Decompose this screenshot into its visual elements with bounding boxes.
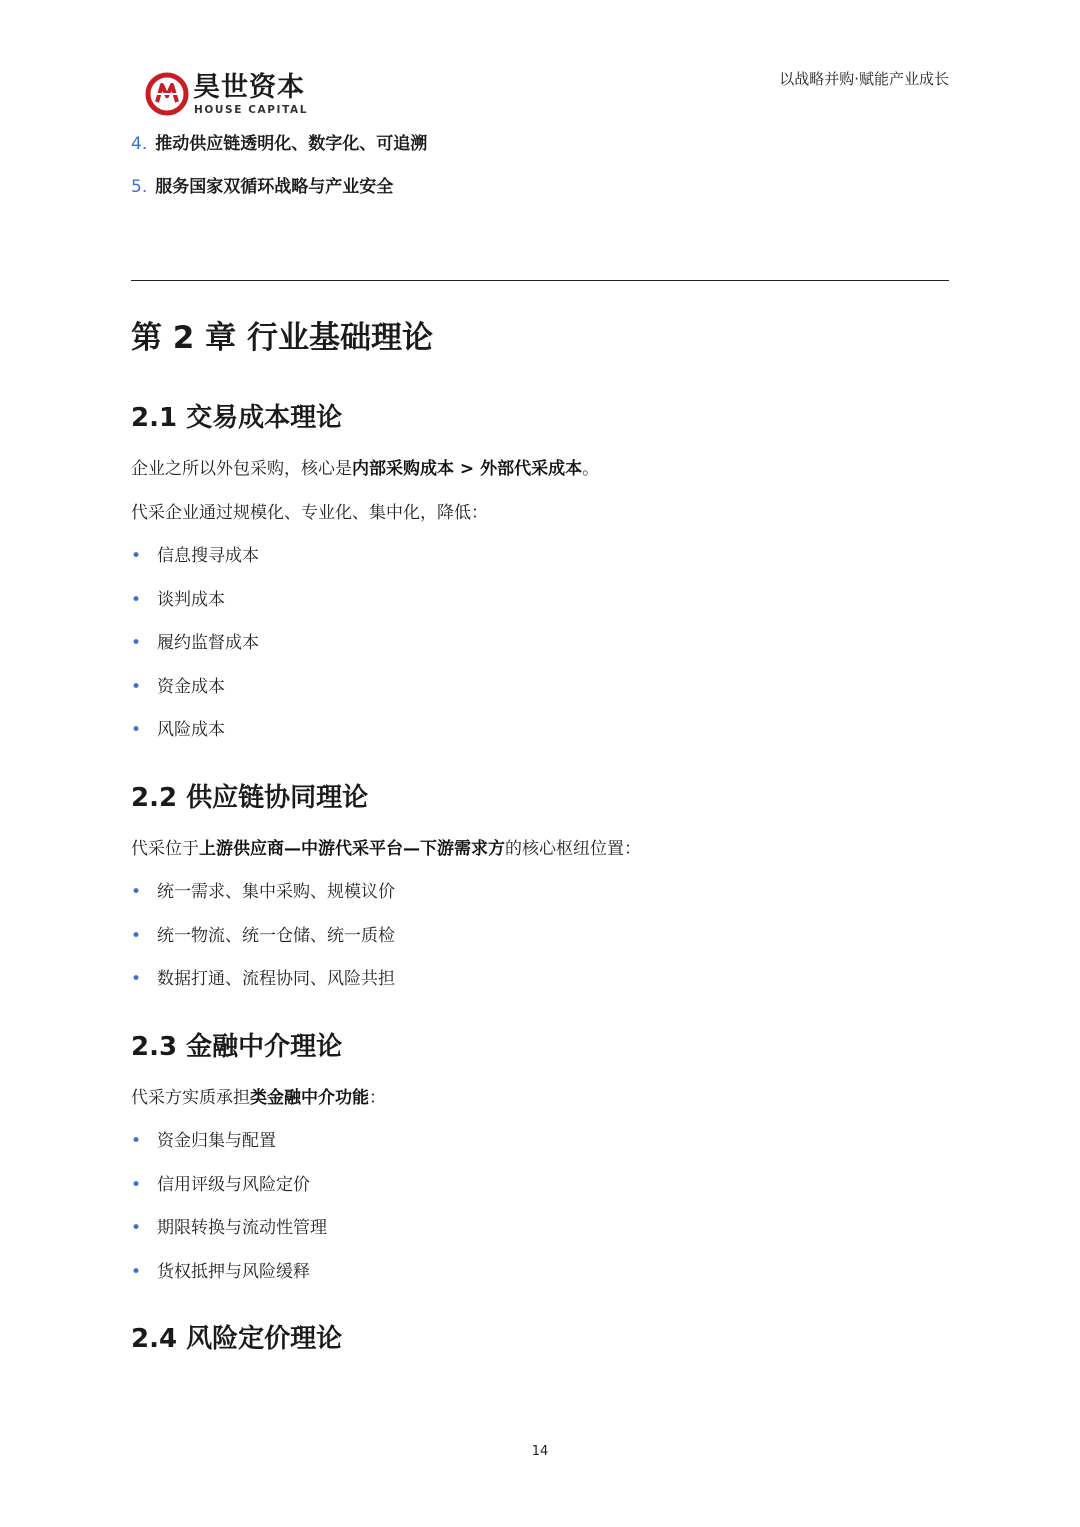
logo-text-cn: 昊世资本 — [193, 72, 305, 103]
bullet-icon: • — [131, 969, 142, 989]
list-item — [131, 925, 395, 947]
list-item — [131, 632, 259, 654]
section-divider — [131, 280, 949, 281]
list-item-text: 服务国家双循环战略与产业安全 — [155, 177, 394, 197]
bullet-icon: • — [131, 589, 142, 610]
list-number: 4. — [131, 134, 148, 154]
bullet-icon: • — [131, 676, 142, 697]
list-number: 5. — [131, 177, 148, 197]
list-item — [131, 1174, 327, 1196]
logo-text-en: HOUSE CAPITAL — [194, 104, 309, 116]
bullet-icon: • — [131, 882, 142, 902]
list-item — [131, 1130, 327, 1152]
paragraph-text: 。 — [582, 459, 600, 479]
list-item — [131, 676, 259, 698]
bullet-icon: • — [131, 1218, 142, 1238]
paragraph-text: ： — [369, 1088, 386, 1108]
list-item — [131, 1217, 327, 1239]
list-item-text: 资金成本 — [157, 676, 225, 697]
list-item — [131, 881, 395, 903]
list-item — [131, 719, 259, 741]
bullet-icon: • — [131, 925, 142, 946]
list-item-text: 期限转换与流动性管理 — [157, 1218, 327, 1238]
list-item-text: 统一物流、统一仓储、统一质检 — [157, 925, 395, 946]
list-item-text: 信用评级与风险定价 — [157, 1174, 310, 1195]
header-slogan: 以战略并购·赋能产业成长 — [779, 70, 949, 88]
section-2-2-paragraph-1 — [131, 838, 641, 860]
intro-numbered-list — [131, 133, 427, 198]
list-item-text: 风险成本 — [157, 720, 225, 740]
paragraph-emphasis: 上游供应商—中游代采平台—下游需求方 — [199, 839, 505, 859]
bullet-icon: • — [131, 633, 142, 653]
list-item — [131, 589, 259, 611]
paragraph-text: 企业之所以外包采购，核心是 — [131, 459, 352, 479]
section-title-2-1: 2.1 交易成本理论 — [131, 403, 343, 433]
section-2-3-bullet-list — [131, 1130, 327, 1304]
bullet-icon: • — [131, 1131, 142, 1151]
section-2-1-paragraph-1 — [131, 458, 599, 480]
list-item-text: 履约监督成本 — [157, 633, 259, 653]
section-2-2-bullet-list — [131, 881, 395, 1012]
section-title-2-4: 2.4 风险定价理论 — [131, 1324, 343, 1354]
list-item — [131, 1261, 327, 1283]
section-title-2-3: 2.3 金融中介理论 — [131, 1032, 343, 1062]
list-item — [131, 133, 427, 155]
list-item — [131, 968, 395, 990]
page-number: 14 — [531, 1444, 549, 1459]
section-2-1-paragraph-2: 代采企业通过规模化、专业化、集中化，降低： — [131, 503, 488, 523]
bullet-icon: • — [131, 1174, 142, 1195]
bullet-icon: • — [131, 1261, 142, 1282]
list-item-text: 资金归集与配置 — [157, 1131, 276, 1151]
section-2-3-paragraph-1 — [131, 1087, 386, 1109]
logo — [145, 70, 315, 120]
list-item-text: 信息搜寻成本 — [157, 546, 259, 566]
section-2-1-bullet-list — [131, 545, 259, 763]
list-item-text: 统一需求、集中采购、规模议价 — [157, 882, 395, 902]
list-item-text: 货权抵押与风险缓释 — [157, 1261, 310, 1282]
bullet-icon: • — [131, 720, 142, 740]
list-item-text: 推动供应链透明化、数字化、可追溯 — [155, 134, 428, 154]
paragraph-text: 的核心枢纽位置： — [505, 839, 641, 859]
house-capital-logo-icon — [145, 72, 189, 116]
list-item — [131, 176, 427, 198]
list-item-text: 数据打通、流程协同、风险共担 — [157, 969, 395, 989]
paragraph-text: 代采位于 — [131, 839, 199, 859]
list-item — [131, 545, 259, 567]
paragraph-emphasis: 内部采购成本 > 外部代采成本 — [352, 459, 583, 479]
section-title-2-2: 2.2 供应链协同理论 — [131, 783, 369, 813]
paragraph-emphasis: 类金融中介功能 — [250, 1088, 369, 1108]
chapter-title: 第 2 章 行业基础理论 — [131, 320, 433, 356]
paragraph-text: 代采方实质承担 — [131, 1088, 250, 1108]
list-item-text: 谈判成本 — [157, 589, 225, 610]
bullet-icon: • — [131, 546, 142, 566]
